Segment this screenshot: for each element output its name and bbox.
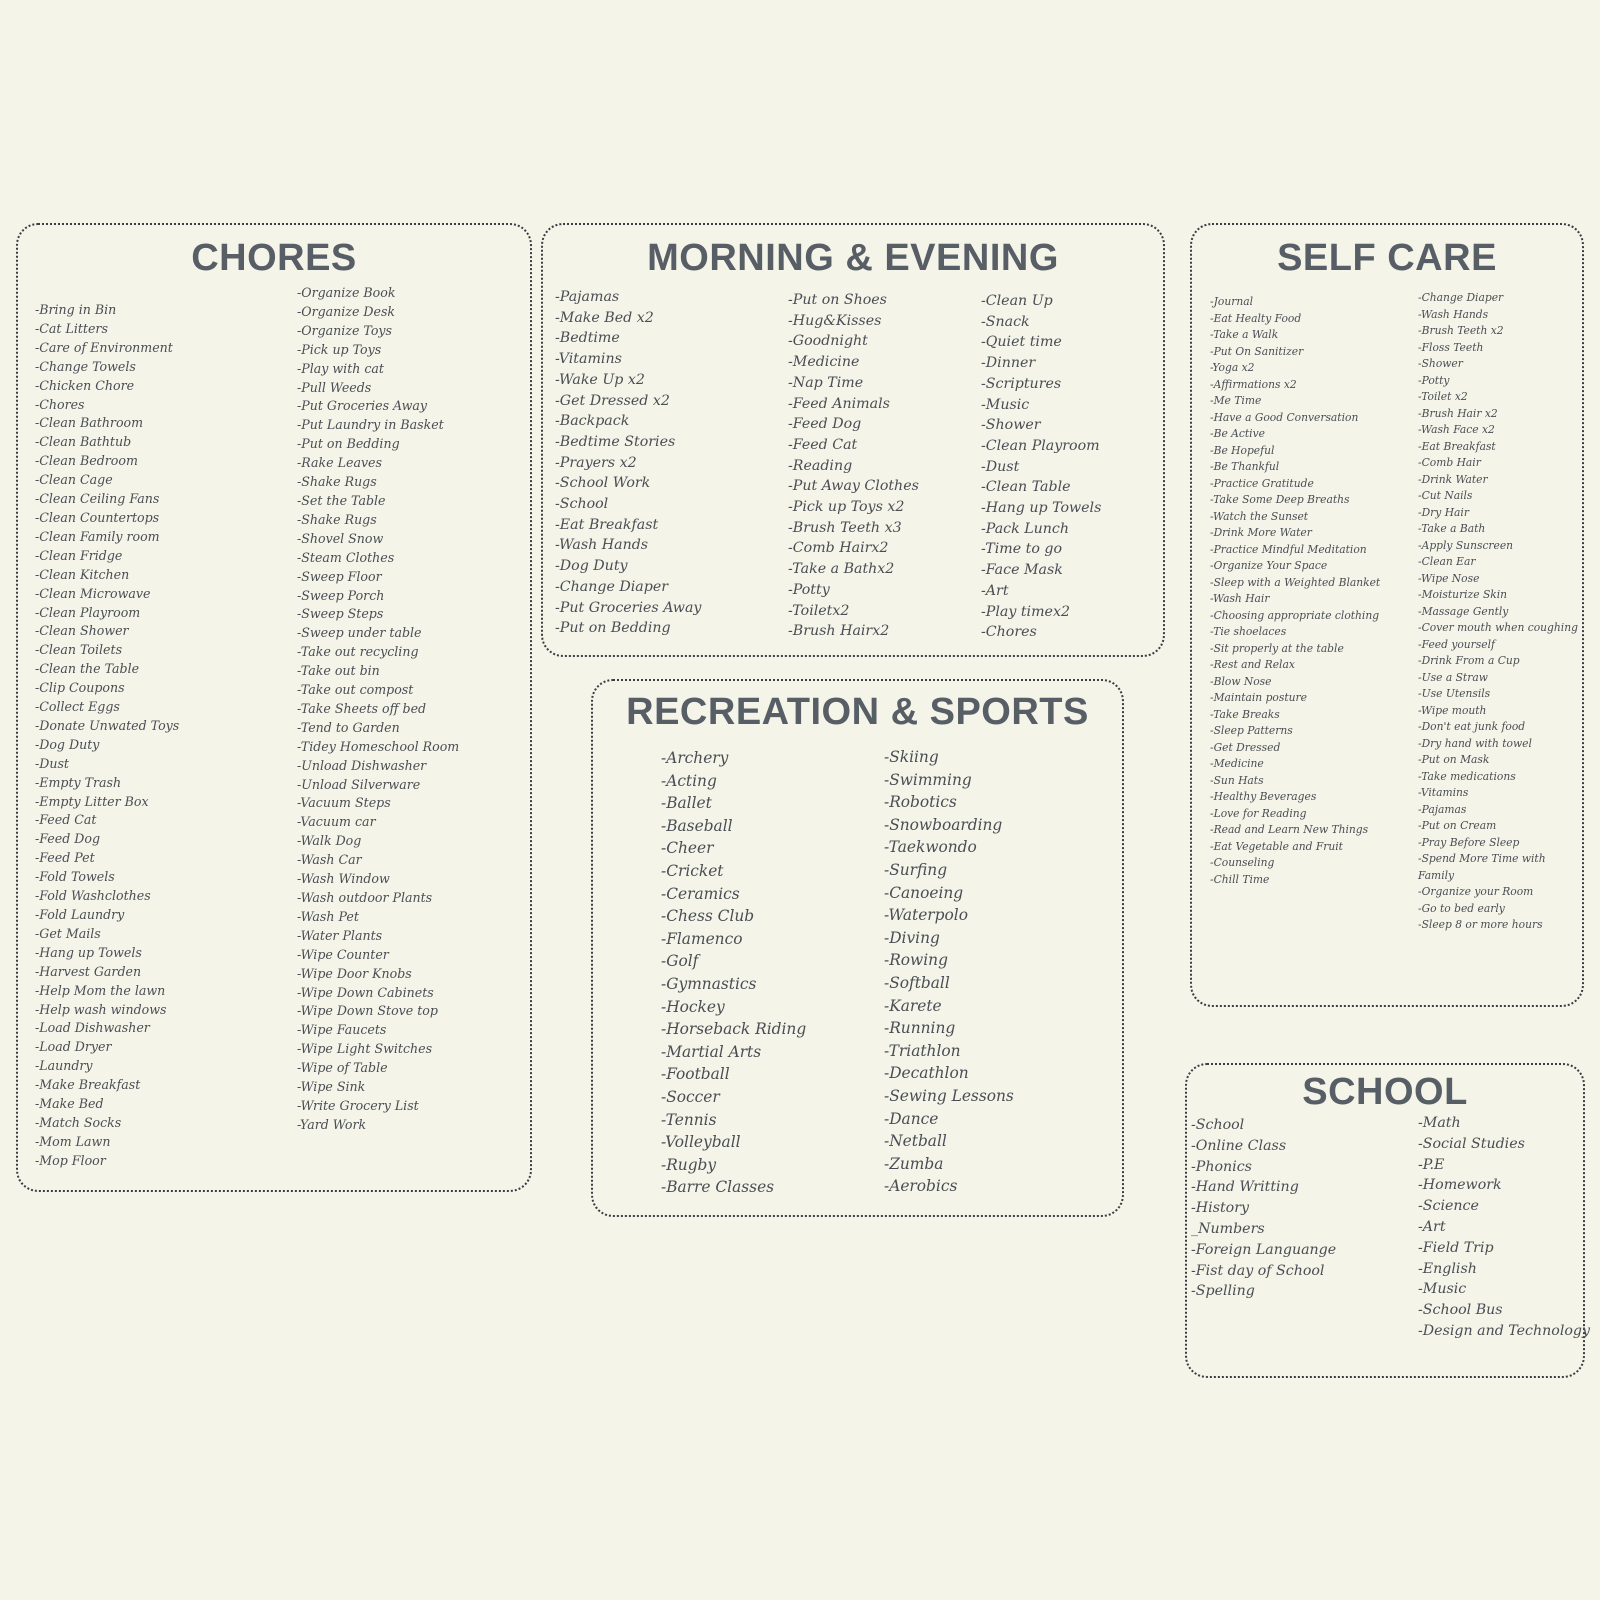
list-item: -Help wash windows	[35, 1001, 167, 1017]
list-item: -Clean Ceiling Fans	[35, 491, 160, 507]
list-item: -Organize Desk	[297, 303, 396, 319]
list-item: -Load Dryer	[35, 1039, 112, 1055]
list-item: -Potty	[1418, 373, 1450, 387]
list-item: -Clean the Table	[35, 661, 140, 677]
list-item: -Drink Water	[1418, 472, 1488, 486]
list-item: -Dinner	[981, 355, 1036, 372]
list-item: -Wash Face x2	[1418, 423, 1495, 436]
list-item: -Sweep Steps	[297, 606, 384, 622]
list-item: -Netball	[884, 1132, 947, 1151]
list-item: -Get Dressed x2	[555, 392, 670, 409]
selfcare-list-col1	[1210, 294, 1380, 888]
list-item: -Design and Technology	[1418, 1322, 1590, 1339]
list-item: -Tennis	[661, 1110, 717, 1129]
list-item: -Feed Dog	[788, 416, 862, 433]
list-item: -Clean Cage	[35, 472, 113, 488]
list-item: -Use Utensils	[1418, 687, 1491, 700]
list-item: -Feed Dog	[35, 831, 101, 847]
list-item: -Tie shoelaces	[1210, 625, 1287, 638]
list-item: -Wash Car	[297, 852, 362, 868]
list-item: -Zumba	[884, 1154, 944, 1173]
list-item: -Acting	[661, 771, 717, 790]
list-item: -Floss Teeth	[1418, 340, 1484, 354]
list-item: -Clean Microwave	[35, 585, 151, 601]
list-item: -Get Dressed	[1210, 740, 1281, 754]
list-item: -Clean Toilets	[35, 642, 123, 658]
list-item: -Me Time	[1210, 394, 1262, 407]
list-item: -Walk Dog	[297, 833, 362, 849]
list-item: -Feed yourself	[1418, 637, 1495, 651]
list-item: -Golf	[661, 952, 699, 971]
list-item: -Face Mask	[981, 562, 1063, 579]
list-item: -Take Some Deep Breaths	[1210, 493, 1350, 506]
list-item: -Rake Leaves	[297, 455, 382, 471]
school-list-col2	[1418, 1113, 1590, 1342]
list-item: -Martial Arts	[661, 1042, 762, 1061]
list-item: -Clean Bedroom	[35, 453, 138, 469]
list-item: -Wipe Faucets	[297, 1022, 387, 1038]
list-item: -Wipe mouth	[1418, 703, 1487, 717]
list-item: -Take a Walk	[1210, 328, 1279, 341]
list-item: -Skiing	[884, 748, 939, 766]
list-item: -Hockey	[661, 997, 725, 1016]
list-item: -Brush Teeth x3	[788, 519, 902, 536]
list-item: -Wash Pet	[297, 908, 359, 924]
list-item: -Clean Countertops	[35, 509, 160, 525]
recreation-list-col2	[884, 746, 1014, 1198]
list-item: -Toiletx2	[788, 602, 850, 619]
list-item: -Hand Writting	[1191, 1179, 1299, 1196]
school-list-col1	[1191, 1115, 1336, 1302]
list-item: -Taekwondo	[884, 838, 977, 857]
list-item: -Pick up Toys x2	[788, 499, 905, 516]
list-item: -Snowboarding	[884, 815, 1003, 834]
list-item: -Wipe of Table	[297, 1060, 388, 1076]
list-item: -Ballet	[661, 794, 712, 813]
list-item: -Horseback Riding	[661, 1020, 807, 1039]
list-item: -Clean Bathtub	[35, 434, 132, 450]
list-item: -Chill Time	[1210, 872, 1270, 886]
list-item: -Clean Shower	[35, 623, 129, 639]
list-item: -Journal	[1210, 295, 1253, 308]
recreation-sports-title: RECREATION & SPORTS	[626, 691, 1089, 733]
list-item: -Medicine	[788, 354, 860, 371]
list-item: -Soccer	[661, 1087, 720, 1106]
list-item: -Music	[981, 396, 1030, 413]
list-item: -Brush Hair x2	[1418, 406, 1498, 420]
list-item: -Take Breaks	[1210, 707, 1280, 721]
list-item: -Cheer	[661, 839, 714, 858]
list-item: -Rugby	[661, 1155, 717, 1174]
list-item: -Affirmations x2	[1210, 377, 1297, 391]
list-item: -Dry Hair	[1418, 505, 1469, 519]
list-item: -Science	[1418, 1198, 1479, 1215]
list-item: -Goodnight	[788, 333, 868, 350]
list-item: -Shake Rugs	[297, 511, 377, 527]
list-item: -Vacuum car	[297, 814, 376, 830]
list-item: -Fold Laundry	[35, 907, 125, 922]
list-item: -Organize your Room	[1418, 885, 1534, 898]
list-item: -Unload Silverware	[297, 776, 421, 792]
list-item: -Use a Straw	[1418, 670, 1488, 684]
list-item: -Prayers x2	[555, 454, 637, 471]
chores-list-col2	[297, 284, 459, 1135]
list-item: -Dance	[884, 1109, 939, 1128]
list-item: -Feed Pet	[35, 850, 95, 866]
list-item: -Nap Time	[788, 374, 864, 391]
list-item: -History	[1191, 1200, 1250, 1217]
list-item: -Make Breakfast	[35, 1077, 141, 1093]
list-item: -Foreign Languange	[1191, 1241, 1337, 1258]
list-item: -Moisturize Skin	[1418, 588, 1508, 601]
list-item: -Play with cat	[297, 360, 384, 376]
list-item: -Unload Dishwasher	[297, 757, 427, 773]
list-item: -Wash Hands	[555, 537, 649, 554]
list-item: -Take medications	[1418, 769, 1516, 783]
list-item: -Counseling	[1210, 856, 1275, 869]
list-item: -Yoga x2	[1210, 361, 1255, 374]
list-item: -Practice Gratitude	[1210, 476, 1314, 490]
list-item: -Mop Floor	[35, 1152, 106, 1168]
list-item: -Get Mails	[35, 925, 101, 941]
list-item: -Clean Playroom	[35, 604, 141, 620]
list-item: -Sleep with a Weighted Blanket	[1210, 575, 1381, 589]
list-item: -Brush Teeth x2	[1418, 324, 1504, 337]
list-item: -Wash outdoor Plants	[297, 890, 433, 905]
list-item: -Archery	[661, 749, 729, 767]
list-item: -Load Dishwasher	[35, 1020, 150, 1036]
list-item: -Clip Coupons	[35, 680, 125, 696]
list-item: -Sewing Lessons	[884, 1086, 1014, 1105]
list-item: -Tidey Homeschool Room	[297, 738, 460, 754]
list-item: -Organize Your Space	[1210, 559, 1328, 572]
chores-card	[16, 223, 532, 1192]
list-item: -Wipe Sink	[297, 1079, 366, 1095]
list-item: -Softball	[884, 973, 950, 992]
list-item: -Sun Hats	[1210, 773, 1264, 787]
list-item: -Change Diaper	[555, 578, 669, 595]
list-item: -Pack Lunch	[981, 520, 1069, 537]
list-item: -Wash Hands	[1418, 307, 1489, 321]
list-item: -Rowing	[884, 951, 948, 970]
list-item: -Choosing appropriate clothing	[1210, 608, 1380, 622]
list-item: -Rest and Relax	[1210, 658, 1295, 671]
list-item: -Put Groceries Away	[297, 398, 427, 414]
list-item: -Brush Hairx2	[788, 623, 890, 640]
list-item: -Clean Up	[981, 293, 1053, 309]
list-item: -Healthy Beverages	[1210, 790, 1317, 803]
list-item: -Waterpolo	[884, 906, 968, 925]
list-item: -Cricket	[661, 861, 724, 880]
list-item: -Social Studies	[1418, 1135, 1525, 1152]
list-item: -Set the Table	[297, 492, 386, 508]
list-item: -Flamenco	[661, 929, 743, 948]
list-item: -Clean Ear	[1418, 555, 1476, 568]
list-item: -Make Bed	[35, 1096, 104, 1112]
list-item: -Hang up Towels	[35, 944, 142, 960]
list-item: -Clean Fridge	[35, 547, 123, 563]
list-item: -School	[555, 496, 609, 513]
list-item: -Cut Nails	[1418, 489, 1473, 502]
list-item: -Surfing	[884, 860, 948, 879]
list-item: -Sit properly at the table	[1210, 641, 1344, 655]
list-item: -Donate Unwated Toys	[35, 717, 180, 733]
list-item: -Put Away Clothes	[788, 478, 919, 495]
list-item: -Dry hand with towel	[1418, 736, 1532, 750]
list-item: -Volleyball	[661, 1133, 741, 1152]
morning-list-col3	[981, 291, 1101, 643]
list-item: -Maintain posture	[1210, 691, 1307, 704]
list-item: -Dust	[981, 458, 1020, 475]
list-item: -Fold Towels	[35, 869, 115, 885]
list-item: -Hang up Towels	[981, 500, 1102, 517]
list-item: -Bedtime	[555, 330, 620, 347]
list-item: -Quiet time	[981, 334, 1062, 351]
list-item: -English	[1418, 1260, 1477, 1277]
list-item: -Feed Cat	[788, 436, 858, 453]
list-item: -Music	[1418, 1281, 1467, 1298]
list-item: -Organize Book	[297, 285, 396, 300]
list-item: -Pick up Toys	[297, 341, 382, 357]
list-item: -Love for Reading	[1210, 806, 1307, 820]
list-item: -Shower	[981, 417, 1041, 434]
list-item: -Massage Gently	[1418, 604, 1509, 618]
list-item: -Fold Washclothes	[35, 888, 151, 904]
list-item: -Make Bed x2	[555, 309, 654, 326]
list-item: -Homework	[1418, 1177, 1502, 1194]
list-item: -Wipe Nose	[1418, 571, 1480, 585]
list-item: -Clean Table	[981, 479, 1071, 496]
list-item: -Chicken Chore	[35, 377, 135, 393]
list-item: -Toilet x2	[1418, 390, 1468, 403]
list-item: -Steam Clothes	[297, 549, 395, 565]
list-item: -Spend More Time with Family	[1418, 852, 1546, 882]
list-item: -Blow Nose	[1210, 674, 1272, 688]
list-item: -Eat Breakfast	[555, 516, 659, 533]
list-item: -Take Sheets off bed	[297, 700, 427, 716]
list-item: -Change Diaper	[1418, 291, 1504, 304]
list-item: -Help Mom the lawn	[35, 982, 166, 998]
list-item: -Scriptures	[981, 375, 1062, 392]
morning-list-col2	[788, 290, 919, 642]
morning-list-col1	[555, 287, 701, 639]
list-item: -Take a Bath	[1418, 522, 1486, 535]
list-item: -Water Plants	[297, 927, 383, 943]
list-item: -Drink From a Cup	[1418, 654, 1520, 667]
list-item: -Clean Playroom	[981, 437, 1100, 454]
list-item: -Care of Environment	[35, 339, 173, 355]
list-item: -Gymnastics	[661, 974, 757, 993]
list-item: -Dog Duty	[35, 736, 100, 752]
list-item: -Sleep Patterns	[1210, 724, 1293, 737]
list-item: _Numbers	[1191, 1220, 1265, 1237]
list-item: -Decathlon	[884, 1064, 969, 1083]
list-item: -Field Trip	[1418, 1239, 1494, 1256]
list-item: -Match Socks	[35, 1114, 122, 1130]
list-item: -Wake Up x2	[555, 371, 645, 388]
list-item: -Running	[884, 1019, 956, 1038]
list-item: -Eat Breakfast	[1418, 439, 1496, 453]
list-item: -Tend to Garden	[297, 719, 400, 735]
list-item: -Wipe Counter	[297, 946, 389, 962]
list-item: -Reading	[788, 457, 853, 474]
list-item: -Hug&Kisses	[788, 312, 882, 329]
list-item: -Pull Weeds	[297, 379, 372, 395]
school-title: SCHOOL	[1302, 1071, 1468, 1113]
list-item: -Shake Rugs	[297, 474, 377, 490]
list-item: -Clean Bathroom	[35, 415, 144, 431]
school-card	[1185, 1063, 1590, 1378]
selfcare-list-col2	[1418, 290, 1578, 934]
chores-list-col1	[35, 301, 179, 1171]
list-item: -Medicine	[1210, 757, 1264, 770]
list-item: -Wipe Door Knobs	[297, 965, 412, 981]
list-item: -Shovel Snow	[297, 530, 384, 546]
list-item: -Phonics	[1191, 1158, 1252, 1175]
list-item: -Clean Kitchen	[35, 566, 130, 582]
list-item: -Read and Learn New Things	[1210, 823, 1369, 836]
list-item: -Dust	[35, 755, 69, 771]
morning-evening-title: MORNING & EVENING	[647, 237, 1059, 279]
list-item: -Online Class	[1191, 1137, 1287, 1154]
list-item: -Barre Classes	[661, 1178, 775, 1197]
list-item: -Watch the Sunset	[1210, 509, 1309, 523]
self-care-card	[1190, 223, 1584, 1007]
list-item: -School Bus	[1418, 1302, 1503, 1319]
list-item: -Fist day of School	[1191, 1262, 1325, 1279]
list-item: -Aerobics	[884, 1177, 958, 1196]
list-item: -Put on Cream	[1418, 819, 1497, 832]
list-item: -Collect Eggs	[35, 699, 120, 715]
list-item: -Put on Bedding	[555, 620, 671, 637]
list-item: -Take a Bathx2	[788, 561, 895, 578]
list-item: -School	[1191, 1117, 1245, 1133]
list-item: -Wipe Light Switches	[297, 1041, 433, 1057]
list-item: -Shower	[1418, 357, 1463, 370]
list-item: -Vitamins	[555, 351, 622, 368]
list-item: -Comb Hairx2	[788, 540, 889, 557]
list-item: -Laundry	[35, 1058, 93, 1074]
recreation-list-col1	[661, 747, 806, 1199]
list-item: -Dog Duty	[555, 558, 628, 575]
list-item: -Chores	[981, 624, 1037, 641]
list-item: -Put on Mask	[1418, 753, 1490, 766]
list-item: -Cat Litters	[35, 320, 108, 336]
list-item: -Harvest Garden	[35, 963, 142, 979]
list-item: -Diving	[884, 928, 940, 947]
list-item: -P.E	[1418, 1156, 1445, 1173]
list-item: -Wash Window	[297, 871, 390, 887]
list-item: -Vitamins	[1418, 786, 1469, 799]
list-item: -Play timex2	[981, 603, 1070, 620]
list-item: -Organize Toys	[297, 322, 392, 338]
list-item: -Wipe Down Cabinets	[297, 984, 434, 1000]
recreation-sports-card	[591, 679, 1124, 1217]
list-item: -Write Grocery List	[297, 1097, 419, 1113]
list-item: -Apply Sunscreen	[1418, 538, 1514, 552]
list-item: -Take out compost	[297, 682, 414, 698]
list-item: -Spelling	[1191, 1283, 1255, 1300]
list-item: -Put Laundry in Basket	[297, 417, 444, 433]
list-item: -Football	[661, 1065, 730, 1084]
list-item: -Be Active	[1210, 427, 1265, 440]
list-item: -Put Groceries Away	[555, 599, 702, 616]
list-item: -Pray Before Sleep	[1418, 835, 1520, 849]
list-item: -Change Towels	[35, 358, 136, 374]
self-care-title: SELF CARE	[1277, 237, 1497, 279]
list-item: -Vacuum Steps	[297, 795, 391, 811]
list-item: -Time to go	[981, 541, 1063, 558]
list-item: -Empty Trash	[35, 774, 122, 790]
list-item: -Eat Healty Food	[1210, 311, 1302, 325]
list-item: -Drink More Water	[1210, 526, 1312, 539]
list-item: -Chess Club	[661, 907, 755, 926]
list-item: -Chores	[35, 396, 85, 412]
list-item: -Bring in Bin	[35, 302, 117, 317]
list-item: -Put on Shoes	[788, 292, 887, 308]
list-item: -Ceramics	[661, 884, 740, 903]
list-item: -Mom Lawn	[35, 1133, 111, 1149]
list-item: -Backpack	[555, 413, 630, 430]
list-item: -Feed Animals	[788, 395, 890, 412]
list-item: -Art	[1418, 1218, 1446, 1235]
list-item: -Yard Work	[297, 1116, 367, 1132]
list-item: -Don't eat junk food	[1418, 720, 1526, 733]
list-item: -Swimming	[884, 770, 972, 789]
list-item: -Eat Vegetable and Fruit	[1210, 839, 1343, 853]
list-item: -Comb Hair	[1418, 456, 1481, 469]
list-item: -Pajamas	[555, 289, 620, 305]
list-item: -Wash Hair	[1210, 592, 1270, 605]
list-item: -Robotics	[884, 793, 957, 812]
list-item: -Practice Mindful Meditation	[1210, 542, 1367, 556]
list-item: -Have a Good Conversation	[1210, 410, 1359, 424]
list-item: -Baseball	[661, 816, 733, 835]
list-item: -Sweep Floor	[297, 568, 382, 584]
list-item: -Cover mouth when coughing	[1418, 621, 1578, 634]
list-item: -Canoeing	[884, 883, 964, 902]
list-item: -Take out recycling	[297, 644, 419, 660]
list-item: -Feed Cat	[35, 812, 97, 828]
list-item: -Take out bin	[297, 663, 380, 679]
list-item: -Art	[981, 582, 1009, 599]
list-item: -Snack	[981, 313, 1030, 330]
list-item: -Clean Family room	[35, 528, 160, 544]
list-item: -Math	[1418, 1115, 1461, 1131]
list-item: -Be Hopeful	[1210, 443, 1275, 457]
list-item: -Sleep 8 or more hours	[1418, 918, 1543, 931]
list-item: -Put on Bedding	[297, 436, 400, 452]
list-item: -Be Thankful	[1210, 460, 1280, 473]
list-item: -Wipe Down Stove top	[297, 1003, 438, 1019]
list-item: -Sweep under table	[297, 625, 422, 641]
morning-evening-card	[541, 223, 1165, 657]
list-item: -Go to bed early	[1418, 901, 1505, 915]
list-item: -Put On Sanitizer	[1210, 344, 1304, 358]
list-item: -Triathlon	[884, 1041, 961, 1060]
chores-title: CHORES	[191, 237, 357, 279]
list-item: -Bedtime Stories	[555, 433, 676, 450]
list-item: -Potty	[788, 581, 830, 598]
list-item: -Empty Litter Box	[35, 793, 149, 809]
list-item: -Karete	[884, 996, 942, 1015]
list-item: -Pajamas	[1418, 802, 1467, 816]
list-item: -School Work	[555, 475, 651, 492]
list-item: -Sweep Porch	[297, 587, 385, 603]
